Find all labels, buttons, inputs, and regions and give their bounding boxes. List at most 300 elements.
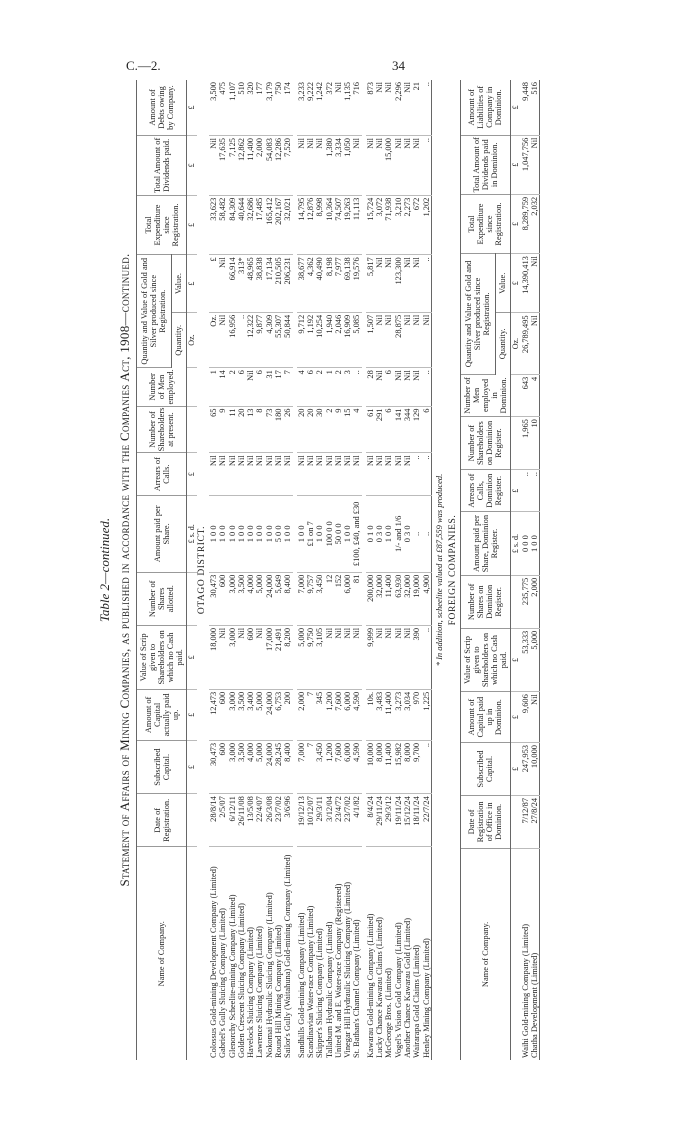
table-number-caption: Table 2—continued.	[97, 517, 112, 623]
table-row	[334, 80, 343, 1060]
table-cell: 6,000	[343, 740, 352, 793]
table-cell: £	[187, 689, 198, 740]
header-cell: Total Expenditure since Registration.	[460, 194, 510, 253]
table-cell: 123,300	[394, 255, 403, 313]
table-cell: 152	[334, 572, 343, 625]
table-cell: Nil	[375, 312, 384, 367]
table-cell: Nil	[306, 136, 315, 196]
table-row	[366, 80, 375, 1060]
table-cell: United M. and E. Water-race Company (Registered)	[333, 883, 343, 1058]
header-cell: Number of Men employed.	[137, 368, 187, 406]
table-cell: 84,309	[228, 195, 237, 255]
table-cell: 13	[246, 406, 255, 453]
table-cell	[187, 794, 198, 847]
table-row	[228, 80, 237, 1060]
table-cell: 1 0 0	[237, 496, 246, 573]
foreign-table-body	[510, 80, 540, 1060]
table-cell: 38,838	[255, 255, 264, 313]
table-cell: £	[187, 136, 198, 196]
table-cell: 12,862	[237, 136, 246, 196]
table-cell: 29/3/11	[315, 794, 324, 847]
table-cell: 1,200	[325, 740, 334, 793]
table-cell: 3,450	[315, 740, 324, 793]
table-cell: ..	[412, 453, 421, 496]
table-cell: 10	[530, 417, 540, 470]
header-cell: Date of Registration.	[137, 794, 187, 847]
table-cell: 7	[283, 368, 292, 406]
header-cell: Quantity.	[495, 313, 510, 374]
table-cell: Nil	[530, 135, 540, 194]
table-cell: 2,000	[530, 575, 540, 628]
table-cell: Nil	[255, 625, 264, 689]
table-cell: Nil	[218, 453, 227, 496]
table-cell: 7/12/87	[521, 795, 530, 848]
table-cell: 129	[412, 406, 421, 453]
table-cell: 3/6/96	[283, 794, 292, 847]
table-cell: 3,233	[297, 80, 306, 136]
table-cell: 7,520	[283, 136, 292, 196]
table-cell: 0 1 0	[366, 496, 375, 573]
table-cell: 200,000	[366, 572, 375, 625]
table-cell: 600	[218, 689, 227, 740]
table-row	[255, 80, 264, 1060]
table-cell: Nil	[394, 368, 403, 406]
table-cell: 63,930	[394, 572, 403, 625]
table-cell: 390	[412, 625, 421, 689]
table-cell: 29/11/24	[375, 794, 384, 847]
table-cell: 1,202	[422, 195, 432, 255]
table-cell: 31	[265, 368, 274, 406]
table-cell	[187, 847, 198, 1060]
table-cell: 5,000	[255, 689, 264, 740]
table-cell: £	[510, 470, 521, 512]
header-cell: Date of Registration of Office in Dominion.	[460, 795, 510, 848]
table-cell: 1 0 0	[315, 496, 324, 573]
table-row	[375, 80, 384, 1060]
table-cell: 12,473	[209, 689, 218, 740]
table-cell: Gabriel's Gully Sluicing Company (Limited)	[218, 908, 228, 1058]
table-cell: 16,956	[228, 312, 237, 367]
table-cell: St. Bathan's Channel Company (Limited)	[352, 919, 362, 1058]
table-cell: 17,485	[255, 195, 264, 255]
header-cell: Number of Shares allotted.	[137, 572, 187, 625]
foreign-header-row	[460, 80, 495, 1060]
header-cell: Amount of Capital paid up in Dominion.	[460, 692, 510, 743]
table-cell: 24,000	[265, 689, 274, 740]
table-cell: Nokomai Hydraulic Sluicing Company (Limited)	[264, 892, 274, 1058]
table-cell: 53,333	[521, 628, 530, 691]
table-cell: Scandinavian Water-race Company (Limited)	[305, 905, 315, 1058]
table-cell: 210,505	[274, 255, 283, 313]
table-cell: 1 0 0	[228, 496, 237, 573]
table-cell: 3,500	[237, 572, 246, 625]
table-cell: 10/12/07	[306, 794, 315, 847]
table-cell: 40,644	[237, 195, 246, 255]
table-cell: 0 3 0	[403, 496, 412, 573]
header-cell: Total Amount of Dividends paid.	[137, 136, 187, 196]
table-cell: 32,000	[403, 572, 412, 625]
table-cell: Nil	[218, 312, 227, 367]
table-cell: 1 0 0	[343, 496, 352, 573]
table-cell: 71,938	[384, 195, 393, 255]
table-cell: 510	[237, 80, 246, 136]
table-cell: Colossus Gold-mining Development Company (Limited)	[209, 866, 218, 1058]
table-cell: Nil	[209, 453, 218, 496]
otago-table-body	[187, 80, 432, 1060]
header-cell: Arrears of Calls, Dominion Register.	[460, 470, 510, 512]
table-cell: Golden Crescent Sluicing Company (Limited)	[236, 903, 246, 1058]
table-cell: 10,364	[325, 195, 334, 255]
table-cell: £	[510, 628, 521, 691]
table-row	[530, 80, 540, 1060]
table-cell: 1	[209, 368, 218, 406]
table-cell: 475	[218, 80, 227, 136]
table-cell: Nil	[403, 136, 412, 196]
table-cell: 8	[255, 406, 264, 453]
table-cell: 1/- and 1/6	[394, 496, 403, 573]
table-cell: 65	[209, 406, 218, 453]
table-cell: 3,500	[237, 740, 246, 793]
table-cell: Nil	[237, 453, 246, 496]
table-cell: Nil	[530, 254, 540, 313]
table-cell: 6	[422, 406, 432, 453]
table-cell: 3,334	[334, 136, 343, 196]
table-cell: 313*	[237, 255, 246, 313]
units-row	[187, 80, 198, 1060]
table-cell: 27/8/24	[530, 795, 540, 848]
table-cell: 1,940	[325, 312, 334, 367]
table-cell: 0 3 0	[375, 496, 384, 573]
table-cell: ..	[412, 496, 421, 573]
header-cell: Amount of Liabilities of Company in Dominion.	[460, 80, 510, 135]
table-cell: 1 0 0	[246, 496, 255, 573]
table-cell: Nil	[237, 625, 246, 689]
header-cell: Number of Shareholders on Dominion Register.	[460, 417, 510, 470]
header-group-cell: Quantity and Value of Gold and Silver produced since Registration.	[460, 254, 495, 375]
table-cell: £	[510, 194, 521, 253]
table-cell: Nil	[352, 625, 361, 689]
table-cell: Nil	[394, 136, 403, 196]
header-cell: Amount paid per Share, Dominion Register.	[460, 512, 510, 575]
table-row	[422, 80, 432, 1060]
table-cell: ..	[422, 80, 432, 136]
table-cell: Nil	[403, 312, 412, 367]
table-cell: Vogel's Vision Gold Company (Limited)	[393, 922, 403, 1058]
table-cell: 5,000	[255, 740, 264, 793]
header-cell: Subscribed Capital.	[137, 740, 187, 793]
table-cell: £100, £40, and £30	[352, 496, 361, 573]
table-cell: 3,105	[315, 625, 324, 689]
table-cell: ..	[422, 740, 432, 793]
header-cell: Subscribed Capital.	[460, 743, 510, 796]
table-cell: 6,753	[274, 689, 283, 740]
table-cell: 15,000	[384, 136, 393, 196]
table-cell: 9	[218, 406, 227, 453]
table-cell	[187, 368, 198, 406]
table-cell: 4	[530, 374, 540, 416]
table-cell: Nil	[334, 80, 343, 136]
table-cell: Nil	[366, 453, 375, 496]
table-cell	[510, 795, 521, 848]
table-cell: 1,050	[343, 136, 352, 196]
table-title: Statement of Affairs of Mining Companies, as published in accordance with the Companies Act, 1908—continued.	[117, 253, 132, 887]
table-cell: 8,289,759	[521, 194, 530, 253]
table-cell: 750	[274, 80, 283, 136]
table-cell: 600	[246, 625, 255, 689]
table-row	[306, 80, 315, 1060]
header-cell: Value.	[495, 254, 510, 313]
table-cell: 600	[218, 572, 227, 625]
table-cell: 1 0 0	[530, 512, 540, 575]
table-cell: Nil	[412, 368, 421, 406]
table-cell: 30,473	[209, 740, 218, 793]
table-cell: Nil	[403, 453, 412, 496]
table-cell: 12	[325, 572, 334, 625]
table-cell: 28,875	[394, 312, 403, 367]
table-cell: 1,225	[422, 689, 432, 740]
table-cell: Nil	[384, 625, 393, 689]
table-cell: 26	[283, 406, 292, 453]
table-cell: 15/12/24	[403, 794, 412, 847]
table-row	[297, 80, 306, 1060]
table-cell: 8/4/24	[366, 794, 375, 847]
table-cell: Nil	[218, 625, 227, 689]
table-cell: 7,600	[334, 740, 343, 793]
header-cell: Total Amount of Dividends paid in Dominion.	[460, 135, 510, 194]
table-cell: 32,000	[375, 572, 384, 625]
table-cell: 4,590	[352, 689, 361, 740]
table-cell: 9,757	[306, 572, 315, 625]
table-cell: 174	[283, 80, 292, 136]
table-cell: Nil	[403, 255, 412, 313]
footnote: * In addition, scheelite valued at £87,559 was produced.	[433, 473, 444, 667]
table-row	[265, 80, 274, 1060]
table-cell: 372	[325, 80, 334, 136]
table-row	[352, 80, 361, 1060]
table-cell: Nil	[274, 453, 283, 496]
table-cell: Nil	[325, 453, 334, 496]
table-cell: Vinegar Hill Hydraulic Sluicing Company (Limited)	[343, 881, 353, 1058]
foreign-table	[460, 80, 541, 1060]
table-cell: £	[209, 255, 218, 313]
table-cell: 9,999	[366, 625, 375, 689]
table-cell: 3,072	[375, 195, 384, 255]
table-cell: Nil	[315, 136, 324, 196]
table-cell: 5,000	[297, 625, 306, 689]
table-cell: Nil	[412, 312, 421, 367]
table-cell: £	[187, 80, 198, 136]
table-cell: ..	[352, 368, 361, 406]
table-cell: 7,125	[228, 136, 237, 196]
table-cell: 177	[255, 80, 264, 136]
table-cell: 10,000	[366, 740, 375, 793]
table-row	[246, 80, 255, 1060]
table-cell: 1 0 0	[265, 496, 274, 573]
table-cell: 3,500	[237, 689, 246, 740]
page-number: 34	[392, 58, 405, 73]
header-group-cell: Quantity and Value of Gold and Silver produced since Registration.	[137, 255, 172, 368]
table-cell: 19,263	[343, 195, 352, 255]
table-cell: Nil	[255, 453, 264, 496]
table-row	[315, 80, 324, 1060]
header-cell: Number of Shares on Dominion Register.	[460, 575, 510, 628]
table-cell: Nil	[306, 453, 315, 496]
table-cell: 1,192	[306, 312, 315, 367]
table-cell: 11,113	[352, 195, 361, 255]
table-cell: 16,909	[343, 312, 352, 367]
table-cell: 38,677	[297, 255, 306, 313]
table-cell	[510, 417, 521, 470]
table-cell: ..	[422, 453, 432, 496]
table-cell: 2,273	[403, 195, 412, 255]
header-cell: Total Expenditure since Registration.	[137, 195, 187, 255]
table-cell: Nil	[325, 625, 334, 689]
table-cell: 1,965	[521, 417, 530, 470]
table-cell: Nil	[228, 453, 237, 496]
table-cell: 9,448	[521, 80, 530, 135]
table-cell: 3,483	[375, 689, 384, 740]
header-cell: Value of Scrip given to Shareholders on which no Cash paid.	[137, 625, 187, 689]
table-cell: 13/5/08	[246, 794, 255, 847]
table-cell: 5,817	[366, 255, 375, 313]
table-row	[403, 80, 412, 1060]
table-cell: 23/7/02	[343, 794, 352, 847]
table-cell: 18/11/24	[412, 794, 421, 847]
table-cell: Nil	[366, 136, 375, 196]
table-cell: 58,482	[218, 195, 227, 255]
table-cell: 32,686	[246, 195, 255, 255]
table-cell: Nil	[384, 255, 393, 313]
table-cell: 15	[343, 406, 352, 453]
table-cell: 11	[228, 406, 237, 453]
table-cell: 200	[283, 689, 292, 740]
table-cell: 10,254	[315, 312, 324, 367]
table-cell: ..	[422, 625, 432, 689]
table-cell: 19,576	[352, 255, 361, 313]
table-cell: 2	[325, 406, 334, 453]
table-cell: 11,400	[384, 572, 393, 625]
table-cell: 20	[297, 406, 306, 453]
table-cell: Nil	[384, 80, 393, 136]
table-cell: 20	[306, 406, 315, 453]
table-cell: Nil	[403, 625, 412, 689]
table-cell: 8,400	[283, 740, 292, 793]
table-cell: 14,795	[297, 195, 306, 255]
table-cell: 320	[246, 80, 255, 136]
header-cell: Number of Shareholders at present.	[137, 406, 187, 453]
table-row	[412, 80, 421, 1060]
table-cell: Nil	[283, 453, 292, 496]
table-cell: 1,380	[325, 136, 334, 196]
table-cell: Oz.	[510, 313, 521, 374]
table-cell: 643	[521, 374, 530, 416]
table-cell: 14,390,413	[521, 254, 530, 313]
table-cell: 4	[297, 368, 306, 406]
table-cell: Henley Mining Company (Limited)	[421, 938, 431, 1058]
table-cell: 4,900	[422, 572, 432, 625]
table-cell: 2/5/07	[218, 794, 227, 847]
table-cell: £	[187, 453, 198, 496]
table-cell: 19,000	[412, 572, 421, 625]
table-cell: 69,138	[343, 255, 352, 313]
table-cell: 12,876	[306, 195, 315, 255]
table-cell: Nil	[352, 453, 361, 496]
table-cell	[510, 575, 521, 628]
table-cell: Nil	[297, 453, 306, 496]
table-cell: Nil	[265, 453, 274, 496]
table-cell: 18,000	[209, 625, 218, 689]
table-cell: 1 0 0	[255, 496, 264, 573]
header-cell: Amount of Debts owing by Company.	[137, 80, 187, 136]
table-cell: Nil	[343, 453, 352, 496]
table-cell: 8,400	[283, 572, 292, 625]
table-cell: 50 0 0	[334, 496, 343, 573]
table-cell: 1 0 0	[297, 496, 306, 573]
table-cell: OTAGO DISTRICT.	[197, 525, 208, 615]
table-cell: 3	[343, 368, 352, 406]
header-cell: Value of Scrip given to Shareholders on which no Cash paid.	[460, 628, 510, 691]
table-cell: 81	[352, 572, 361, 625]
table-cell: Nil	[394, 625, 403, 689]
table-cell: 6,000	[343, 689, 352, 740]
table-cell: Wairarapa Gold Claims (Limited)	[412, 944, 422, 1058]
table-cell: 7	[306, 689, 315, 740]
table-cell: 23/7/02	[274, 794, 283, 847]
table-cell: 873	[366, 80, 375, 136]
table-cell: 100 0 0	[325, 496, 334, 573]
table-cell: 26/3/08	[265, 794, 274, 847]
table-cell: 9,606	[521, 692, 530, 743]
table-row	[394, 80, 403, 1060]
table-cell: 1,242	[315, 80, 324, 136]
section-row	[197, 80, 209, 1060]
table-cell: 600	[218, 740, 227, 793]
foreign-section-title: FOREIGN COMPANIES.	[447, 514, 458, 626]
table-cell: 17	[274, 368, 283, 406]
table-cell: £	[510, 254, 521, 313]
table-cell: Nil	[246, 453, 255, 496]
table-cell: 7,000	[297, 740, 306, 793]
table-cell: £	[510, 743, 521, 796]
header-cell: Amount paid per Share.	[137, 496, 187, 573]
table-cell: 672	[412, 195, 421, 255]
table-cell: Lucky Chance Kawarau Claims (Limited)	[375, 917, 385, 1058]
table-cell: Havelock Sluicing Company (Limited)	[246, 927, 256, 1058]
table-cell: Another Chance Kawarau Gold (Limited)	[402, 918, 412, 1058]
table-cell: 6	[306, 368, 315, 406]
table-cell: 4,309	[265, 312, 274, 367]
table-cell: 1 0 0	[218, 496, 227, 573]
table-cell: 22/7/24	[422, 794, 432, 847]
table-row	[237, 80, 246, 1060]
table-cell: 30,473	[209, 572, 218, 625]
table-cell: 11,400	[384, 689, 393, 740]
table-cell: 8,198	[325, 255, 334, 313]
units-row	[510, 80, 521, 1060]
table-cell	[510, 848, 521, 1060]
table-row	[521, 80, 530, 1060]
table-cell: £	[510, 135, 521, 194]
table-cell: Nil	[412, 255, 421, 313]
table-cell: 28/8/14	[209, 794, 218, 847]
table-cell: Oz.	[187, 312, 198, 367]
table-row	[384, 80, 393, 1060]
header-cell: Name of Company.	[460, 848, 510, 1060]
table-cell: 10s.	[366, 689, 375, 740]
table-cell: 29/3/12	[384, 794, 393, 847]
table-cell: ..	[422, 255, 432, 313]
table-cell: 5,085	[352, 312, 361, 367]
